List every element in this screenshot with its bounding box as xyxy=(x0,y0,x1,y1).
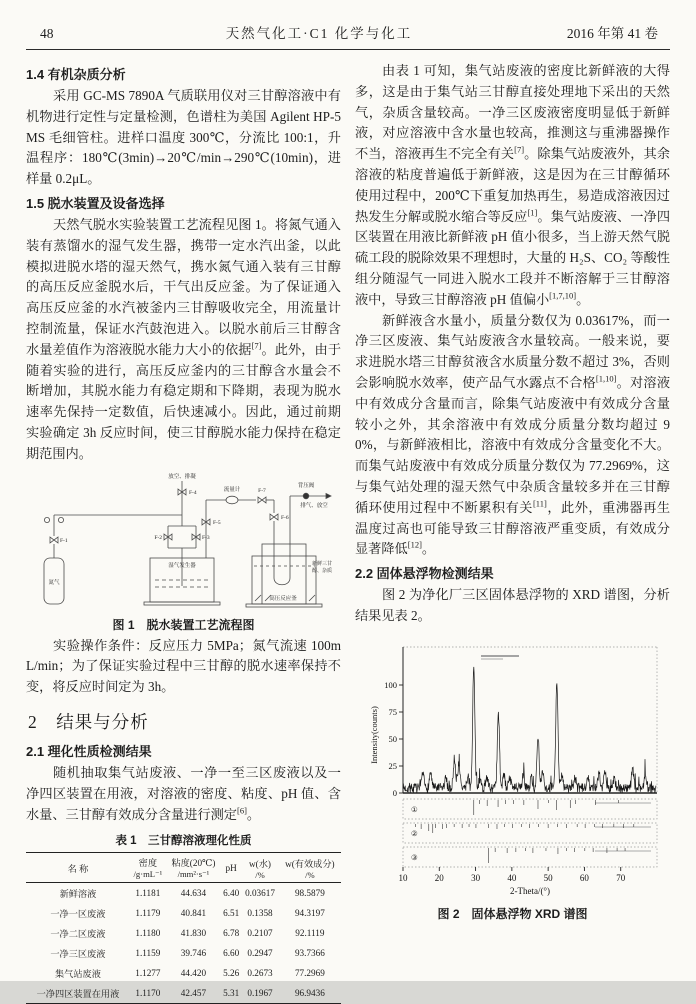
table1-column-header: 名 称 xyxy=(26,853,130,883)
table-cell: 6.78 xyxy=(223,928,240,939)
table-1-title: 表 1 三甘醇溶液理化性质 xyxy=(115,835,252,848)
table-row xyxy=(26,983,341,1004)
table-cell: 0.2107 xyxy=(247,928,273,939)
heading-2-2: 2.2 固体悬浮物检测结果 xyxy=(355,566,494,582)
table-cell: 96.9436 xyxy=(294,988,325,999)
reference-panel-label: ① xyxy=(410,804,418,814)
figure-2 xyxy=(355,635,670,922)
table-cell: 1.1181 xyxy=(135,888,161,899)
x-tick-label: 10 xyxy=(398,872,407,883)
table-cell: 5.26 xyxy=(223,968,240,979)
x-axis-label: 2-Theta/(°) xyxy=(509,885,550,896)
table-cell: 98.5879 xyxy=(294,888,325,899)
y-tick-label: 0 xyxy=(392,787,397,798)
table1-column-header: w(有效成分) /% xyxy=(279,853,341,883)
para-table1-discussion: 由表 1 可知，集气站废液的密度比新鲜液的大得多，这是由于集气站三甘醇直接处理地下采出的天然气，杂质含量较高。一净三区废液密度明显低于新鲜液，对应溶液中含水量也较高，推测这与重沸器操作不当，溶液再生不完全有关[7]。除集气站废液外，其余溶液的粘度普遍低于新鲜液，这是因为在三甘醇循环使用过程中，200℃下重复加热再生，易造成溶液因过热发生分解或脱水缩合等反应[1]。集气站废液、一净四区装置在用液比新鲜液 pH 值小很多，当上游天然气脱硫工段的脱除效果不理想时，大量的 H₂S、CO₂ 等酸性组分随湿气一同进入脱水工段并不断溶解于三甘醇溶液中，导致三甘醇溶液 pH 值偏小[1,7,10]。 xyxy=(355,63,671,307)
valve-f1 xyxy=(50,537,58,543)
label-f3: F-3 xyxy=(201,534,210,541)
table-cell: 44.634 xyxy=(180,888,207,899)
y-axis-label: Intensity(counts) xyxy=(368,705,379,764)
page-number: 48 xyxy=(40,26,54,41)
table-cell: 新鲜溶液 xyxy=(59,889,97,900)
reference-panel-label: ③ xyxy=(410,852,418,862)
x-tick-label: 60 xyxy=(579,872,589,883)
label-generator: 湿气发生器 xyxy=(167,562,196,569)
table-cell: 0.03617 xyxy=(245,888,275,899)
flow-arrow xyxy=(326,493,331,498)
x-tick-label: 30 xyxy=(470,872,480,883)
table-cell: 39.746 xyxy=(180,948,207,959)
para-dehydration-setup: 天然气脱水实验装置工艺流程见图 1。将氮气通入装有蒸馏水的湿气发生器，携带一定水汽出釜，以此模拟进脱水塔的湿天然气，携水氮气通入装有三甘醇的高压反应釜脱水后，干气出反应釜。为了保证通入高压反应釜的水汽被釜内三甘醇吸收完全，用流量计控制流量，保证水汽鼓泡进入。以脱水前后三甘醇含水量差值作为溶液脱水能力大小的依据[7]。此外，由于随着实验的进行，高压反应釜内的三甘醇含水量会不断增加，其脱水能力有稳定期和下降期，表现为脱水速率先保持一定数值，后快速减小。因此，通过前期实验确定 3h 反应时间，使三甘醇脱水能力保持在稳定期范围内。 xyxy=(26,216,342,461)
y-tick-label: 50 xyxy=(388,733,397,744)
label-f2: F-2 xyxy=(153,534,162,541)
flow-meter-symbol xyxy=(226,496,238,504)
label-nitrogen: 氮气 xyxy=(47,579,60,586)
label-exhaust: 排气、放空 xyxy=(299,502,328,509)
label-f1: F-1 xyxy=(59,537,68,544)
figure-2-caption: 图 2 固体悬浮物 XRD 谱图 xyxy=(437,906,588,921)
table-cell: 0.2947 xyxy=(247,948,273,959)
left-column xyxy=(26,61,341,1004)
x-tick-label: 50 xyxy=(543,872,553,883)
table-cell: 1.1277 xyxy=(135,968,161,979)
flow-lines xyxy=(44,481,326,607)
table-cell: 1.1180 xyxy=(135,928,161,939)
y-tick-label: 25 xyxy=(388,760,397,771)
para-water-content-discussion: 新鲜液含水量小，质量分数仅为 0.03617%，而一净三区废液、集气站废液含水量较高。一般来说，要求进脱水塔三甘醇贫液含水质量分数不超过 3%，否则会影响脱水效率，使产品气水露点不合格[1,10]。对溶液中有效成分含量而言，除集气站废液中有效成分含量较小之外，其余溶液中有效成分质量分数均超过 90%，与新鲜液相比，溶液中有效成分含量变化不大。而集气站废液中有效成分质量分数仅为 77.2969%，这与集气站处理的湿天然气中杂质含量较多并在三甘醇循环使用过程中不断累积有关[11]，此外，重沸器再生温度过高也可能导致三甘醇溶液严重变质，有效成分显著降低[12]。 xyxy=(355,312,671,557)
page-header xyxy=(26,16,670,50)
label-vent: 放空、排凝 xyxy=(167,473,196,480)
table-cell: 集气站废液 xyxy=(54,969,101,980)
heading-2: 2 结果与分析 xyxy=(28,711,149,732)
table-cell: 6.60 xyxy=(223,948,240,959)
table-cell: 1.1170 xyxy=(135,988,161,999)
table-cell: 5.31 xyxy=(223,988,240,999)
valve-f6 xyxy=(270,514,278,520)
table-1 xyxy=(26,852,341,1004)
table1-column-header: 粘度(20℃) /mm²·s⁻¹ xyxy=(166,853,221,883)
valves xyxy=(50,489,331,543)
xrd-trace xyxy=(403,667,656,793)
reference-panel xyxy=(403,823,657,843)
table1-column-header: pH xyxy=(221,853,241,883)
table-cell: 92.1119 xyxy=(295,928,325,939)
right-column xyxy=(355,61,670,1004)
label-fresh-teg-1: 新鲜三甘 xyxy=(311,561,332,567)
para-organic-analysis: 采用 GC-MS 7890A 气质联用仪对三甘醇溶液中有机物进行定性与定量检测，色谱柱为美国 Agilent HP-5MS 毛细管柱。进样口温度 300℃，分流比 100:1，升温程序：180℃(3min)→20℃/min→290℃(10min)，进样量 0.2μL。 xyxy=(26,88,341,187)
table-cell: 40.841 xyxy=(180,908,207,919)
table-cell: 94.3197 xyxy=(294,908,325,919)
issue-info: 2016 年第 41 卷 xyxy=(566,26,658,41)
reference-panel xyxy=(403,799,657,819)
label-f7: F-7 xyxy=(257,487,266,494)
label-flowmeter: 流量计 xyxy=(223,486,240,493)
y-tick-label: 75 xyxy=(388,706,397,717)
table-row xyxy=(26,883,341,904)
label-f5: F-5 xyxy=(212,519,221,526)
x-tick-label: 20 xyxy=(434,872,444,883)
label-backpressure: 背压阀 xyxy=(297,482,314,489)
label-f6: F-6 xyxy=(280,514,289,521)
heading-2-1: 2.1 理化性质检测结果 xyxy=(26,743,152,759)
x-tick-label: 70 xyxy=(615,872,625,883)
xrd-chart xyxy=(363,635,663,897)
label-f4: F-4 xyxy=(188,489,197,496)
table1-column-header: w(水) /% xyxy=(241,853,279,883)
table-cell: 42.457 xyxy=(180,988,207,999)
table-cell: 0.1967 xyxy=(247,988,273,999)
x-tick-label: 40 xyxy=(506,872,516,883)
table-cell: 77.2969 xyxy=(294,968,325,979)
table-cell: 44.420 xyxy=(180,968,207,979)
process-flow-diagram xyxy=(34,470,334,608)
table-cell: 1.1159 xyxy=(135,948,161,959)
back-pressure-valve-symbol xyxy=(303,493,309,499)
reference-panel xyxy=(403,847,657,867)
table1-column-header: 密度 /g·mL⁻¹ xyxy=(130,853,166,883)
table-row xyxy=(26,923,341,943)
table-cell: 一净一区废液 xyxy=(50,909,106,920)
table-row xyxy=(26,903,341,923)
para-sampling: 随机抽取集气站废液、一净一至三区废液以及一净四区装置在用液，对溶液的密度、粘度、pH 值、含水量、三甘醇有效成分含量进行测定[6]。 xyxy=(26,764,341,822)
figure-1 xyxy=(26,470,341,633)
table-cell: 0.2673 xyxy=(247,968,273,979)
table-cell: 6.40 xyxy=(223,888,240,899)
label-fresh-teg-2: 醇、杂质 xyxy=(311,568,332,574)
heading-1-4: 1.4 有机杂质分析 xyxy=(26,67,126,82)
para-conditions: 实验操作条件：反应压力 5MPa；氮气流速 100mL/min；为了保证实验过程中三甘醇的脱水速率保持不变，将反应时间定为 3h。 xyxy=(26,637,341,695)
table-cell: 一净三区废液 xyxy=(50,949,106,960)
reference-panel-label: ② xyxy=(410,828,418,838)
table-cell: 93.7366 xyxy=(294,948,325,959)
y-tick-label: 100 xyxy=(383,679,397,690)
figure-1-caption: 图 1 脱水装置工艺流程图 xyxy=(112,617,255,632)
table-cell: 6.51 xyxy=(223,908,240,919)
table-cell: 0.1358 xyxy=(247,908,273,919)
valve-f7 xyxy=(258,497,266,503)
table-row xyxy=(26,963,341,983)
table-cell: 1.1179 xyxy=(135,908,161,919)
table-cell: 一净二区废液 xyxy=(50,929,106,940)
label-kettle: 高压反应釜 xyxy=(268,595,297,602)
table-row xyxy=(26,943,341,963)
para-xrd-intro: 图 2 为净化厂三区固体悬浮物的 XRD 谱图，分析结果见表 2。 xyxy=(355,587,670,623)
two-column-body xyxy=(26,61,670,1004)
reaction-kettle-vessel xyxy=(262,544,306,604)
table-cell: 41.830 xyxy=(180,928,207,939)
table-cell: 一净四区装置在用液 xyxy=(36,989,120,1000)
journal-title: 天然气化工·C1 化学与化工 xyxy=(225,26,413,41)
heading-1-5: 1.5 脱水装置及设备选择 xyxy=(26,195,165,211)
